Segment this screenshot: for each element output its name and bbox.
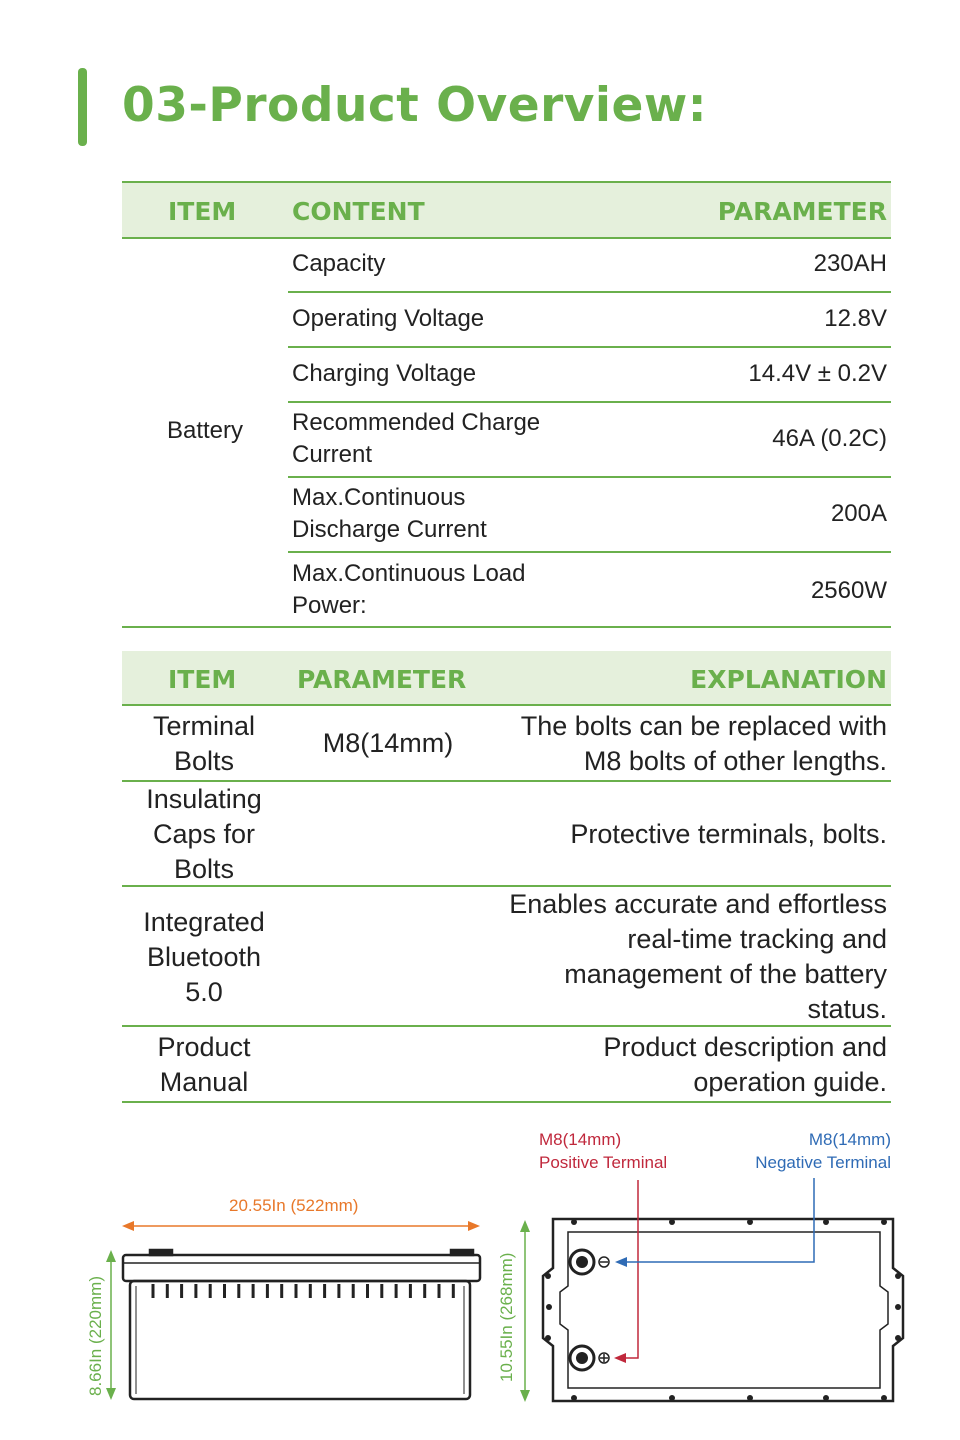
row-content-line: Power: [292,592,367,619]
header-parameter: PARAMETER [297,665,467,694]
mounting-hole [546,1304,552,1310]
row-parameter: M8(14mm) [322,728,454,758]
battery-side-view [123,1250,480,1399]
negative-leader [615,1178,814,1267]
row-item: Terminal Bolts [152,711,256,776]
positive-terminal-label: M8(14mm) Positive Terminal [539,1130,668,1172]
height-dimension [106,1250,116,1400]
mounting-hole [571,1395,577,1401]
row-item: Integrated Bluetooth 5.0 [143,907,265,1007]
row-explanation: The bolts can be replaced with M8 bolts of other lengths. [520,711,887,776]
mounting-hole [895,1335,901,1341]
row-explanation: Enables accurate and effortless real-time tracking and management of the battery status. [509,889,887,1024]
header-parameter: PARAMETER [717,197,887,226]
battery-top-view [543,1219,903,1401]
page-title: 03-Product Overview: [122,78,708,133]
row-parameter: 2560W [810,577,887,604]
mounting-hole [571,1219,577,1225]
row-parameter: 200A [830,500,887,527]
mounting-hole [545,1273,551,1279]
row-content-line: Max.Continuous [292,484,466,511]
mounting-hole [545,1335,551,1341]
header-content: CONTENT [292,197,425,226]
width-label: 20.55In (522mm) [229,1196,359,1215]
positive-leader [614,1180,638,1363]
row-item: Insulating Caps for Bolts [146,784,262,884]
row-content: Capacity [292,250,386,277]
mounting-hole [669,1395,675,1401]
row-item: Product Manual [157,1032,251,1097]
height-label: 8.66In (220mm) [86,1276,105,1396]
depth-label: 10.55In (268mm) [497,1252,516,1382]
row-content-line: Discharge Current [292,516,487,543]
mounting-hole [747,1219,753,1225]
row-content: Operating Voltage [292,305,485,332]
width-dimension [122,1221,480,1231]
row-content-line: Recommended Charge [292,409,541,436]
mounting-hole [823,1219,829,1225]
header-item: ITEM [168,197,237,226]
mounting-hole [747,1395,753,1401]
depth-dimension [520,1220,530,1402]
positive-terminal-icon [570,1346,609,1370]
mounting-hole [895,1273,901,1279]
mounting-hole [881,1219,887,1225]
mounting-hole [895,1304,901,1310]
header-explanation: EXPLANATION [690,665,887,694]
mounting-hole [669,1219,675,1225]
row-parameter: 46A (0.2C) [772,425,887,452]
row-content-line: Max.Continuous Load [292,560,526,587]
header-item: ITEM [168,665,237,694]
mounting-hole [881,1395,887,1401]
row-parameter: 230AH [813,250,887,277]
row-content-line: Current [292,441,373,468]
negative-terminal-label: M8(14mm) Negative Terminal [755,1130,891,1172]
row-explanation: Product description and operation guide. [603,1032,887,1097]
side-ribs [153,1284,453,1298]
row-parameter: 12.8V [824,305,887,332]
item-battery: Battery [166,417,244,444]
row-content: Charging Voltage [292,360,477,387]
negative-terminal-icon [570,1250,609,1274]
mounting-hole [823,1395,829,1401]
row-parameter: 14.4V ± 0.2V [748,360,887,387]
row-explanation: Protective terminals, bolts. [570,819,887,849]
